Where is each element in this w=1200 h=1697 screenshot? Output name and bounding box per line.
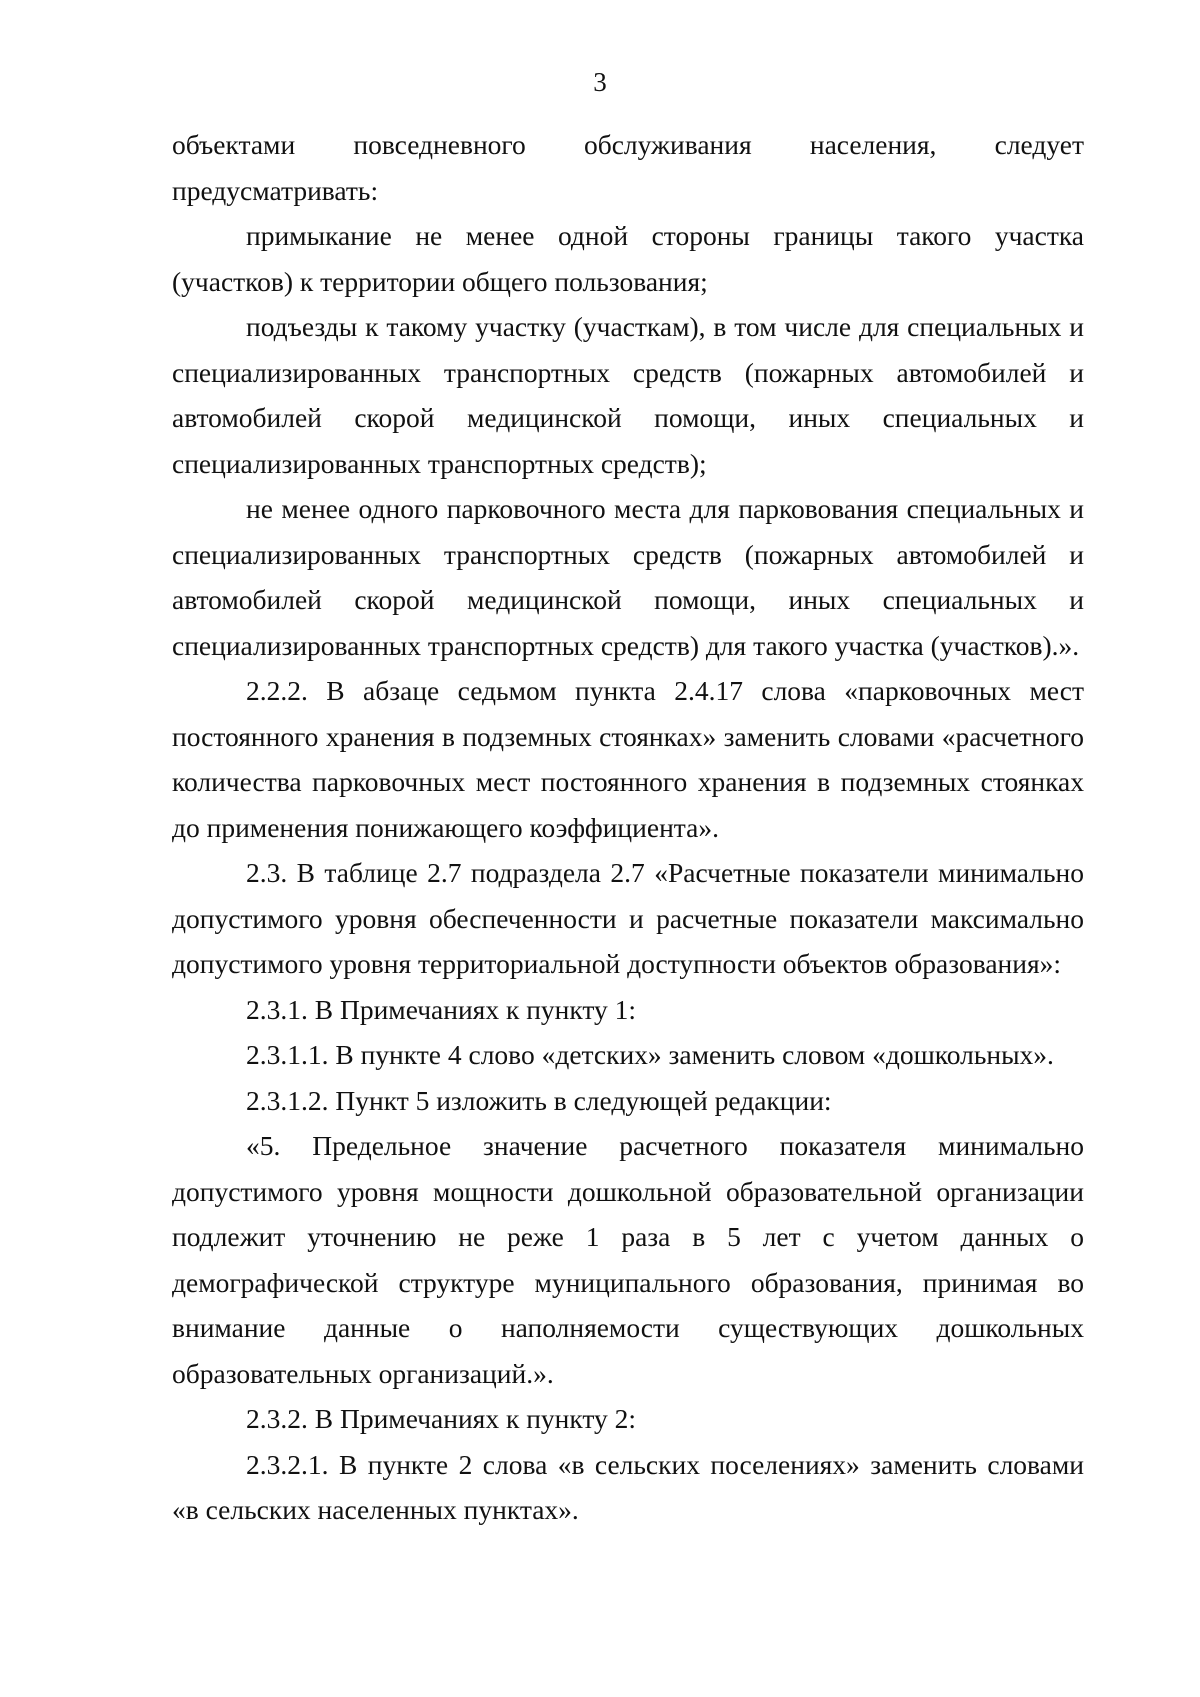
paragraph-2-3: 2.3. В таблице 2.7 подраздела 2.7 «Расчетные показатели минимально допустимого уровня обеспеченности и расчетные показатели максимально допустимого уровня территориальной доступности объектов образования»: (172, 857, 1084, 979)
paragraph-continuation: объектами повседневного обслуживания населения, следует предусматривать: (172, 129, 1084, 206)
paragraph-adjacency: примыкание не менее одной стороны границы такого участка (участков) к территории общего пользования; (172, 220, 1084, 297)
paragraph-2-3-1: 2.3.1. В Примечаниях к пункту 1: (246, 993, 637, 1025)
paragraph-item-5: «5. Предельное значение расчетного показателя минимально допустимого уровня мощности дошкольной образовательной организации подлежит уточнению не реже 1 раза в 5 лет с учетом данных о демографической структуре муниципального образования, принимая во внимание данные о наполняемости существующих дошкольных образовательных организаций.». (172, 1130, 1084, 1389)
paragraph-parking-space: не менее одного парковочного места для парковования специальных и специализированных транспортных средств (пожарных автомобилей и автомобилей скорой медицинской помощи, иных специальных и специализированных транспортных средств) для такого участка (участков).». (172, 493, 1084, 661)
paragraph-2-3-1-1: 2.3.1.1. В пункте 4 слово «детских» заменить словом «дошкольных». (246, 1039, 1054, 1070)
page-number: 3 (593, 67, 607, 97)
paragraph-2-2-2: 2.2.2. В абзаце седьмом пункта 2.4.17 слова «парковочных мест постоянного хранения в подземных стоянках» заменить словами «расчетного количества парковочных мест постоянного хранения в подземных стоянках до применения понижающего коэффициента». (172, 675, 1084, 843)
paragraph-2-3-2: 2.3.2. В Примечаниях к пункту 2: (246, 1403, 637, 1434)
document-body (172, 122, 1084, 1533)
paragraph-2-3-1-2: 2.3.1.2. Пункт 5 изложить в следующей редакции: (246, 1084, 832, 1116)
paragraph-2-3-2-1: 2.3.2.1. В пункте 2 слова «в сельских поселениях» заменить словами «в сельских населенных пунктах». (172, 1448, 1084, 1525)
paragraph-driveways: подъезды к такому участку (участкам), в том числе для специальных и специализированных транспортных средств (пожарных автомобилей и автомобилей скорой медицинской помощи, иных специальных и специализированных транспортных средств); (172, 311, 1084, 479)
